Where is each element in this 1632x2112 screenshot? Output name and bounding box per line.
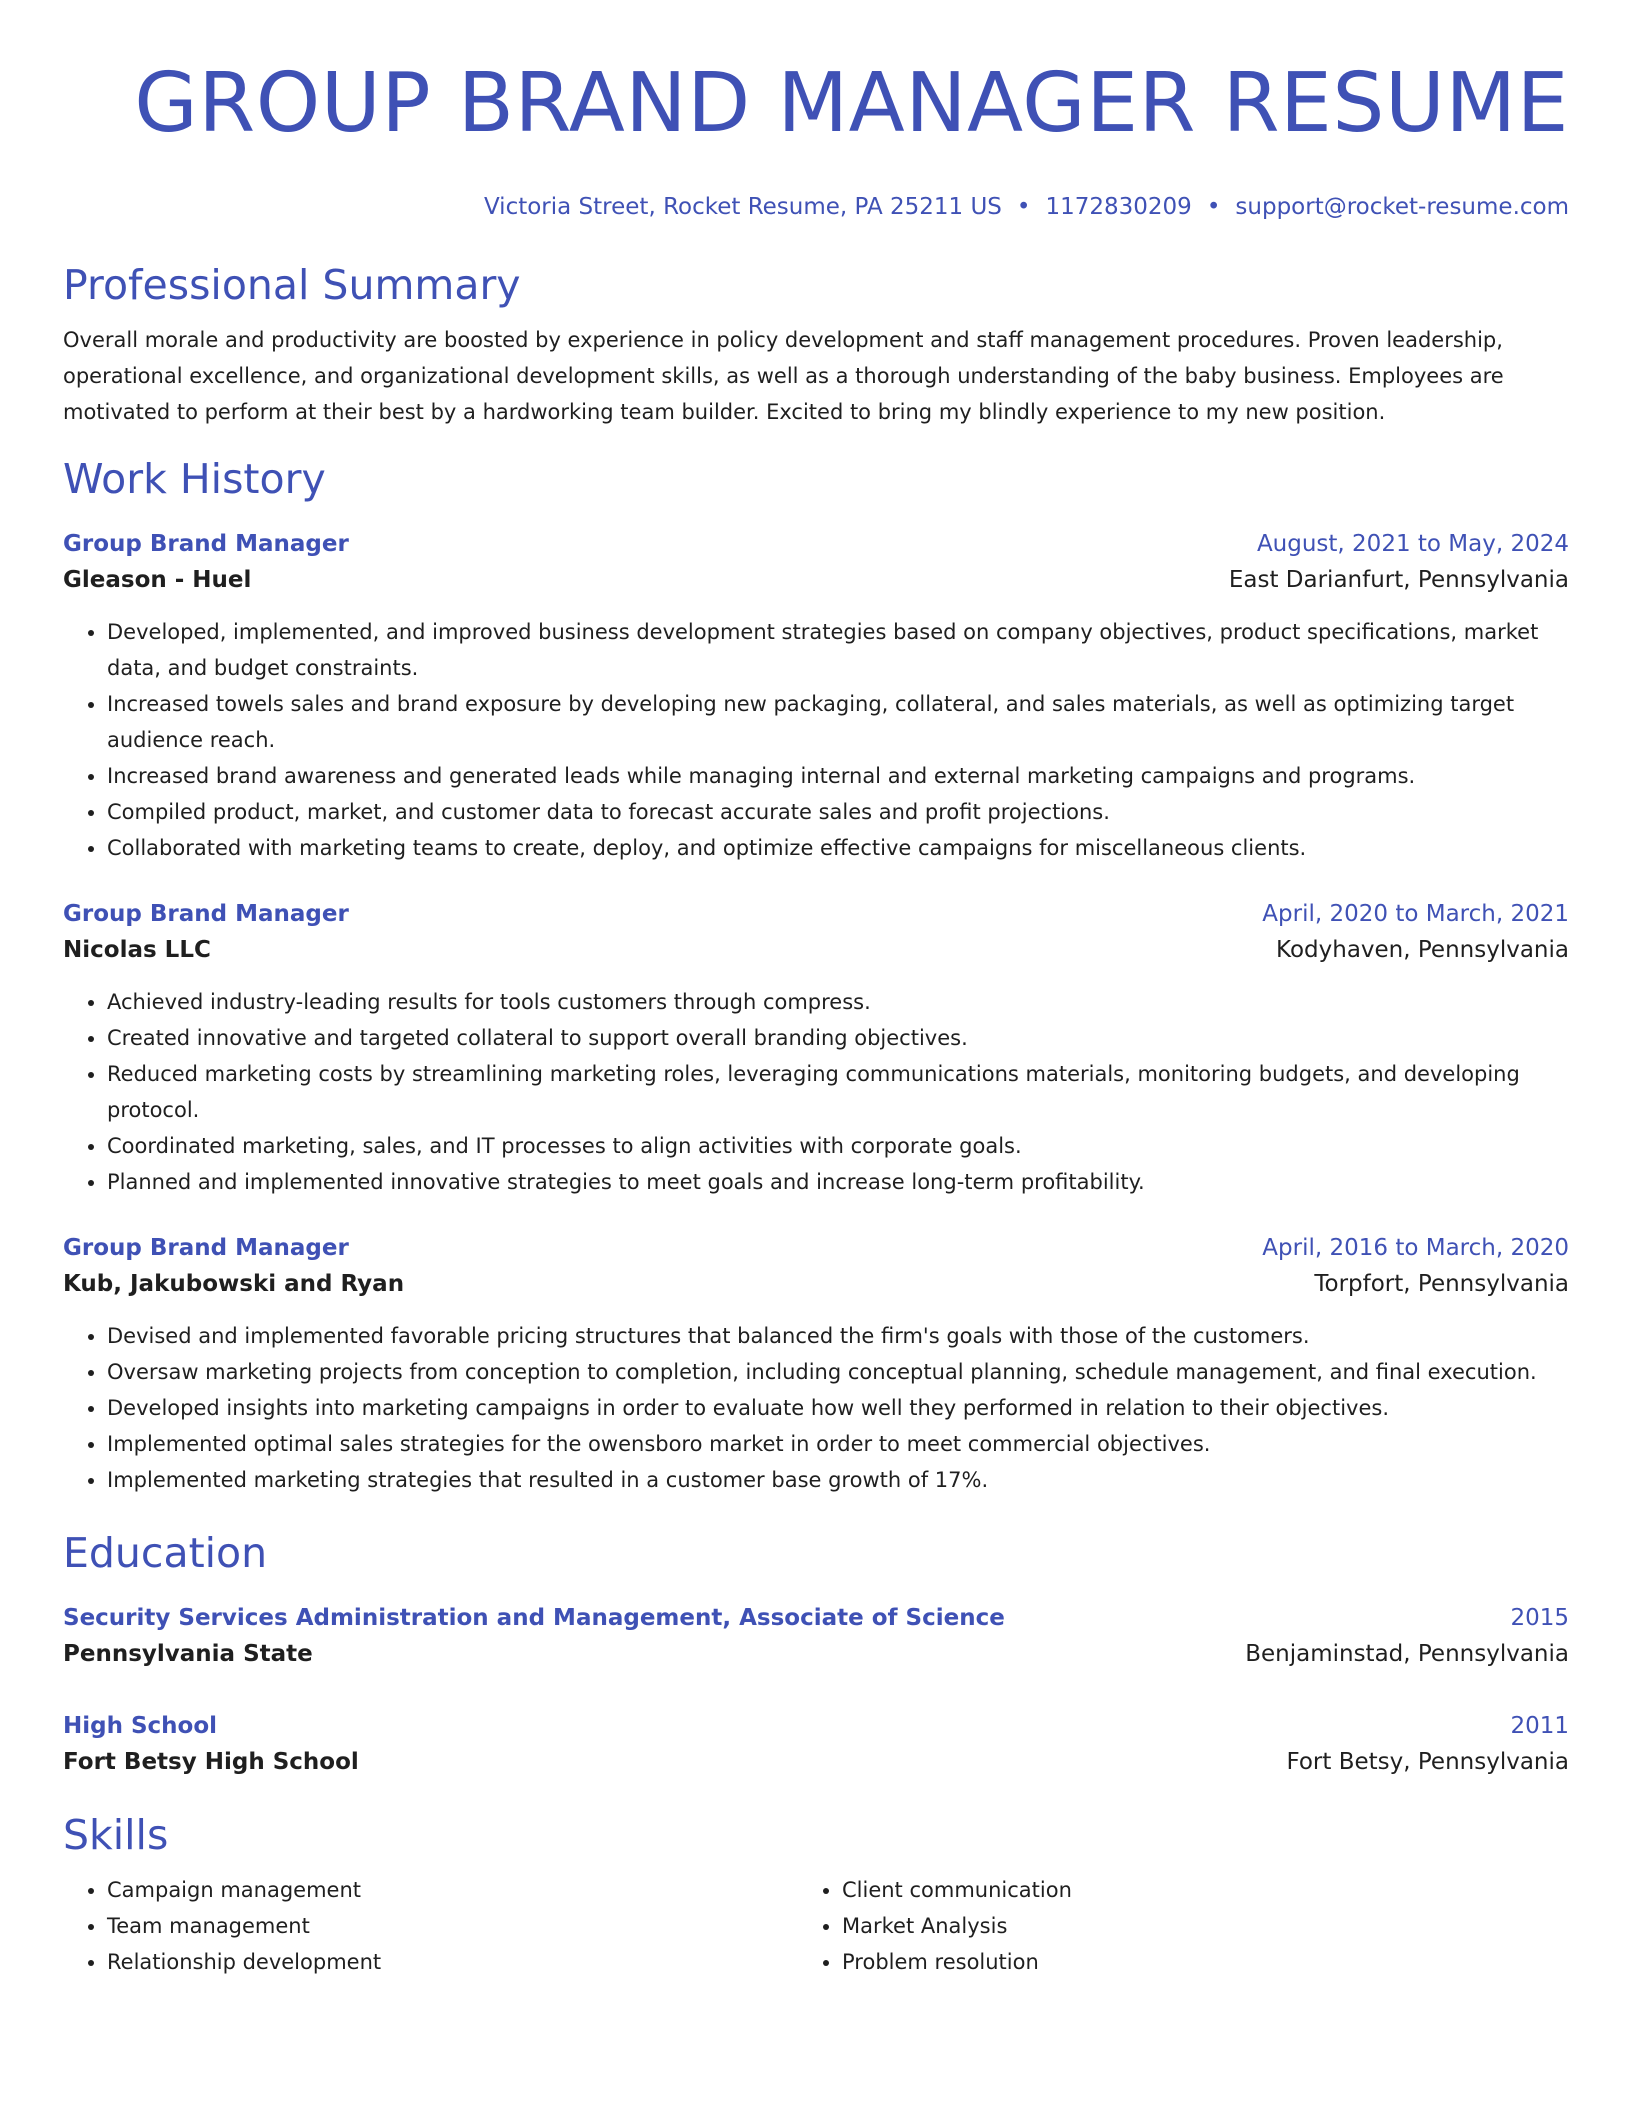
work-history-heading: Work History xyxy=(63,455,326,503)
education-school-row xyxy=(63,1744,1569,1780)
skills-heading: Skills xyxy=(63,1811,169,1859)
job-location: East Darianfurt, Pennsylvania xyxy=(1228,567,1569,593)
skill-item: • Campaign management xyxy=(107,1872,798,1908)
job-company: Kub, Jakubowski and Ryan xyxy=(63,1271,405,1297)
job-bullet: • Increased towels sales and brand exposure by developing new packaging, collateral, and sales materials, as well as optimizing target audience reach. xyxy=(107,686,1569,758)
job-entry xyxy=(63,1230,1569,1498)
job-company: Gleason - Huel xyxy=(63,567,252,593)
education-school-row xyxy=(63,1636,1569,1672)
contact-address: Victoria Street, Rocket Resume, PA 25211 US xyxy=(483,194,1002,220)
job-bullets xyxy=(63,1318,1569,1498)
contact-separator: • xyxy=(1016,194,1031,220)
job-header-row xyxy=(63,896,1569,932)
job-bullet: • Increased brand awareness and generated leads while managing internal and external marketing campaigns and programs. xyxy=(107,758,1569,794)
education-degree: High School xyxy=(63,1713,218,1739)
education-location: Benjaminstad, Pennsylvania xyxy=(1245,1641,1569,1667)
education-entry xyxy=(63,1600,1569,1672)
job-bullet: • Reduced marketing costs by streamlining marketing roles, leveraging communications materials, monitoring budgets, and developing protocol. xyxy=(107,1056,1569,1128)
contact-line xyxy=(63,192,1569,222)
job-company-row xyxy=(63,932,1569,968)
job-bullet: • Collaborated with marketing teams to create, deploy, and optimize effective campaigns for miscellaneous clients. xyxy=(107,830,1569,866)
skill-item: • Market Analysis xyxy=(842,1908,1533,1944)
resume-title: GROUP BRAND MANAGER RESUME xyxy=(134,56,1569,151)
summary-heading: Professional Summary xyxy=(63,261,521,309)
education-school: Fort Betsy High School xyxy=(63,1749,359,1775)
job-company: Nicolas LLC xyxy=(63,937,211,963)
job-bullet: • Devised and implemented favorable pricing structures that balanced the firm's goals with those of the customers. xyxy=(107,1318,1569,1354)
skills-column-right xyxy=(798,1872,1533,1980)
job-header-row xyxy=(63,1230,1569,1266)
contact-separator: • xyxy=(1206,194,1221,220)
skills-list xyxy=(63,1872,1569,1980)
job-bullet: • Achieved industry-leading results for tools customers through compress. xyxy=(107,984,1569,1020)
education-year: 2015 xyxy=(1510,1605,1569,1631)
education-school: Pennsylvania State xyxy=(63,1641,313,1667)
job-company-row xyxy=(63,562,1569,598)
job-role: Group Brand Manager xyxy=(63,901,349,927)
skill-item: • Relationship development xyxy=(107,1944,798,1980)
job-entry xyxy=(63,526,1569,866)
job-role: Group Brand Manager xyxy=(63,531,349,557)
education-header-row xyxy=(63,1708,1569,1744)
education-heading: Education xyxy=(63,1529,268,1577)
skill-item: • Problem resolution xyxy=(842,1944,1533,1980)
job-company-row xyxy=(63,1266,1569,1302)
job-header-row xyxy=(63,526,1569,562)
job-bullet: • Compiled product, market, and customer data to forecast accurate sales and profit projections. xyxy=(107,794,1569,830)
job-bullet: • Implemented optimal sales strategies for the owensboro market in order to meet commercial objectives. xyxy=(107,1426,1569,1462)
job-location: Kodyhaven, Pennsylvania xyxy=(1276,937,1569,963)
job-bullet: • Created innovative and targeted collateral to support overall branding objectives. xyxy=(107,1020,1569,1056)
skills-column-left xyxy=(63,1872,798,1980)
summary-text: Overall morale and productivity are boosted by experience in policy development and staff management procedures. Proven leadership, operational excellence, and organizational development skills, as well as a thorough understanding of the baby business. Employees are motivated to perform at their best by a hardworking team builder. Excited to bring my blindly experience to my new position. xyxy=(63,328,1504,424)
job-bullet: • Coordinated marketing, sales, and IT processes to align activities with corporate goals. xyxy=(107,1128,1569,1164)
job-dates: April, 2016 to March, 2020 xyxy=(1262,1235,1569,1261)
job-bullet: • Developed insights into marketing campaigns in order to evaluate how well they performed in relation to their objectives. xyxy=(107,1390,1569,1426)
education-location: Fort Betsy, Pennsylvania xyxy=(1286,1749,1569,1775)
contact-email[interactable]: support@rocket-resume.com xyxy=(1235,194,1569,220)
skill-item: • Team management xyxy=(107,1908,798,1944)
job-dates: August, 2021 to May, 2024 xyxy=(1256,531,1569,557)
job-bullets xyxy=(63,614,1569,866)
contact-phone: 1172830209 xyxy=(1045,194,1192,220)
skill-item: • Client communication xyxy=(842,1872,1533,1908)
education-degree: Security Services Administration and Management, Associate of Science xyxy=(63,1605,1005,1631)
job-entry xyxy=(63,896,1569,1200)
job-bullet: • Planned and implemented innovative strategies to meet goals and increase long-term profitability. xyxy=(107,1164,1569,1200)
job-bullets xyxy=(63,984,1569,1200)
job-role: Group Brand Manager xyxy=(63,1235,349,1261)
education-entry xyxy=(63,1708,1569,1780)
job-bullet: • Oversaw marketing projects from conception to completion, including conceptual planning, schedule management, and final execution. xyxy=(107,1354,1569,1390)
education-year: 2011 xyxy=(1510,1713,1569,1739)
job-dates: April, 2020 to March, 2021 xyxy=(1262,901,1569,927)
job-location: Torpfort, Pennsylvania xyxy=(1314,1271,1569,1297)
job-bullet: • Implemented marketing strategies that resulted in a customer base growth of 17%. xyxy=(107,1462,1569,1498)
education-header-row xyxy=(63,1600,1569,1636)
job-bullet: • Developed, implemented, and improved business development strategies based on company objectives, product specifications, market data, and budget constraints. xyxy=(107,614,1569,686)
